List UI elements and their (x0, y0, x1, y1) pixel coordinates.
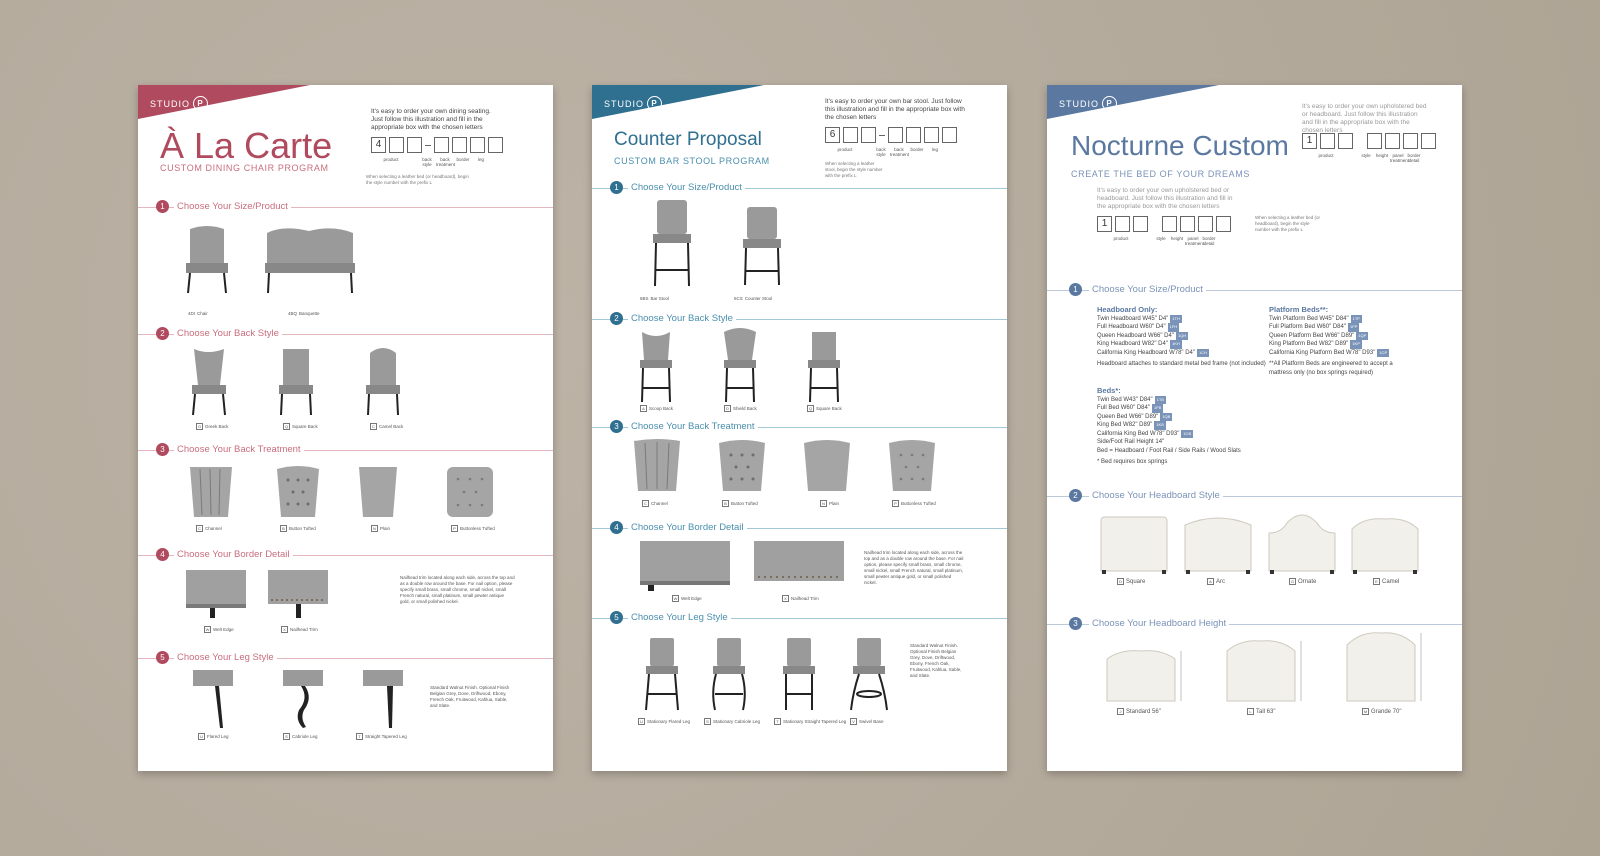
caption-flared-leg: U Stationary Flared Leg (638, 718, 690, 725)
section-size: 1 Choose Your Size/Product (592, 181, 1007, 195)
nailhead-trim-image (754, 541, 844, 591)
list-item: Full Bed W60" D84" 1FB (1097, 405, 1162, 411)
sheet-a-la-carte (138, 85, 553, 771)
list-item: Queen Bed W66" D89" 1QB (1097, 413, 1171, 420)
caption-greek: G Greek Back (197, 424, 229, 429)
leather-note: When selecting a leather bed (or headboard), begin the style number with the prefix L (366, 174, 469, 185)
section-back-style: 2 Choose Your Back Style (592, 312, 1007, 326)
order-code: 6 (825, 127, 957, 143)
caption-buttonless: P Buttonless Tufted (451, 525, 495, 532)
caption-shield: D Shield Back (724, 405, 757, 412)
list-item: California King Bed W78" D93" 1CB (1097, 430, 1192, 437)
list-item: Twin Headboard W45" D4" 1TH (1097, 315, 1180, 322)
caption-straight: T Straight Tapered Leg (356, 733, 407, 740)
page-subtitle: CREATE THE BED OF YOUR DREAMS (1071, 169, 1250, 179)
square-back-chair (273, 347, 318, 417)
buttonless-tufted-back (885, 439, 940, 494)
caption-scoop: A Scoop Back (640, 405, 673, 412)
caption-nailhead: X Nailhead Trim (782, 595, 819, 602)
channel-back (630, 439, 685, 494)
caption-ornate-hb: G Ornate (1290, 578, 1317, 585)
section-border: 4 Choose Your Border Detail (138, 548, 553, 562)
leg-description: Standard Walnut Finish. Optional Finish Belgian Grey, Dove, Driftwood, Ebony, French Oak, Fruitwood, Kahlua, Sable, and Slate. (910, 643, 962, 678)
section-back-treatment: 3 Choose Your Back Treatment (592, 420, 1007, 434)
tall-height-headboard (1225, 637, 1305, 705)
caption-welt: W Welt Edge (673, 596, 702, 601)
list-item: King Bed W82" D89" 1KB (1097, 422, 1164, 428)
list-item: Twin Platform Bed W45" D84" 1TP (1269, 315, 1360, 322)
caption-plain: N Plain (820, 500, 839, 507)
swivel-base-stool (847, 638, 892, 713)
caption-cabriole: S Cabriole Leg (283, 733, 318, 740)
caption-button-tufted: B Button Tufted (280, 525, 316, 532)
leather-note: When selecting a leather stool, begin the style number with the prefix L (825, 161, 883, 178)
caption-flared: U Flared Leg (198, 733, 229, 740)
flared-leg (193, 670, 233, 730)
bar-stool-image (647, 200, 697, 288)
studio-logo: STUDIO P (1059, 96, 1117, 111)
square-back-stool (802, 330, 847, 405)
caption-straight-leg: T Stationary Straight Tapered Leg (774, 718, 846, 725)
platform-list: Platform Beds**: Twin Platform Bed W45" D84" 1TP Full Platform Bed W60" D84" 1FP Queen Platform Bed W66" D89" 1QP King Platform Bed W82" D89" 1KP California King Platform Bed W78" D93" 1CP **All Platform Beds are engineered to accept a mattress only (no box springs required) (1269, 306, 1449, 377)
caption-square: Q Square Back (284, 424, 318, 429)
list-item: California King Platform Bed W78" D93" 1CP (1269, 349, 1388, 356)
caption-banquette: 4BQ Banquette (288, 311, 320, 316)
studio-logo: STUDIO P (604, 96, 662, 111)
page-subtitle: CUSTOM DINING CHAIR PROGRAM (160, 163, 329, 173)
intro-text-top: It's easy to order your own upholstered bed or headboard. Just follow this illustration and fill in the appropriate box with the chosen letters (1302, 103, 1427, 134)
section-leg: 5 Choose Your Leg Style (592, 611, 1007, 625)
intro-text: It's easy to order your own upholstered bed or headboard. Just follow this illustration and fill in the appropriate box with the chosen letters (1097, 187, 1233, 210)
caption-nailhead: X Nailhead Trim (281, 626, 318, 633)
studio-logo: STUDIO P (150, 96, 208, 111)
standard-height-headboard (1105, 647, 1185, 705)
plain-back (353, 465, 403, 520)
code-labels: product style height panel treatment border detail (1113, 236, 1216, 246)
caption-square-hb: D Square (1117, 578, 1145, 585)
caption-grande: M Grande 70" (1363, 708, 1402, 715)
code-labels: product back style back treatment border leg (383, 157, 484, 167)
welt-edge-image (186, 570, 246, 620)
list-item: King Platform Bed W82" D89" 1KP (1269, 341, 1360, 347)
caption-camel: C Camel Back (370, 423, 403, 430)
caption-button-tufted: B Button Tufted (722, 500, 758, 507)
section-border: 4 Choose Your Border Detail (592, 521, 1007, 535)
camel-headboard (1350, 515, 1420, 575)
grande-height-headboard (1345, 629, 1425, 705)
border-description: Nailhead trim located along each side, across the top and as a double row around the base. For nail option, please specify small brass, small chrome, small nickel, small French natural, small platinum, small pewter antique gold, or small polished nickel. (400, 575, 515, 604)
caption-arc-hb: A Arc (1207, 578, 1225, 585)
caption-swivel: V Swivel Base (850, 718, 884, 725)
caption-cabriole-leg: S Stationary Cabriole Leg (704, 718, 760, 725)
caption-plain: N Plain (371, 525, 390, 532)
chair-image (180, 225, 235, 295)
list-item: Queen Headboard W66" D4" 1QH (1097, 332, 1187, 339)
nailhead-trim-image (268, 570, 328, 620)
intro-text: It's easy to order your own bar stool. Just follow this illustration and fill in the appropriate box with the chosen letters (825, 98, 965, 121)
sheet-counter-proposal (592, 85, 1007, 771)
caption-bar-stool: 6BS Bar Stool (640, 296, 670, 301)
sheet-nocturne-custom (1047, 85, 1462, 771)
page-title: À La Carte (160, 125, 333, 166)
border-description: Nailhead trim located along each side, across the top and as a double row around the base. For nail option, please specify small brass, small chrome, small nickel, small French natural, small platinum, small pewter antique gold, or small polished nickel. (864, 550, 964, 585)
caption-welt: W Welt Edge (205, 627, 234, 632)
greek-back-chair (186, 347, 231, 417)
page-subtitle: CUSTOM BAR STOOL PROGRAM (614, 156, 770, 166)
list-item: Queen Platform Bed W66" D89" 1QP (1269, 332, 1367, 339)
scoop-back-stool (634, 330, 679, 405)
caption-chair: 4DI Chair (188, 311, 208, 316)
arc-headboard (1183, 515, 1253, 575)
caption-tall: L Tall 63" (1247, 708, 1275, 715)
button-tufted-back (715, 439, 770, 494)
caption-camel-hb: E Camel (1373, 578, 1399, 585)
caption-standard: J Standard 56" (1117, 708, 1161, 715)
shield-back-stool (718, 328, 763, 405)
beds-list: Beds*: Twin Bed W43" D84" 1TB Full Bed W60" D84" 1FB Queen Bed W66" D89" 1QB King Bed W82" D89" 1KB California King Bed W78" D93" 1CB Side/Foot Rail Height 14" Bed = Headboard / Foot Rail / Side Rails / Wood Slats * Bed requires box springs (1097, 387, 1277, 467)
page-title: Nocturne Custom (1071, 130, 1289, 161)
channel-back (186, 465, 236, 520)
cabriole-leg (283, 670, 323, 730)
intro-text: It's easy to order your own dining seating. Just follow this illustration and fill in the appropriate box with the chosen letters (371, 108, 491, 131)
banquette-image (263, 223, 358, 295)
list-item: Full Platform Bed W60" D84" 1FP (1269, 324, 1358, 330)
caption-square-back: Q Square Back (808, 406, 842, 411)
code-labels-top: product style height panel treatment border detail (1318, 153, 1421, 163)
buttonless-tufted-back (443, 465, 498, 520)
stationary-straight-stool (777, 638, 822, 713)
leather-note: When selecting a leather bed (or headboard), begin the style number with the prefix L (1255, 215, 1321, 232)
headboard-list: Headboard Only: Twin Headboard W45" D4" 1TH Full Headboard W60" D4" 1FH Queen Headboard W66" D4" 1QH King Headboard W82" D4" 1KH California King Headboard W78" D4" 1CH Headboard attaches to standard metal bed frame (not included) (1097, 305, 1266, 367)
caption-channel: C Channel (642, 500, 668, 507)
order-code: 4 (371, 137, 503, 153)
section-size: 1 Choose Your Size/Product (138, 200, 553, 214)
list-item: King Headboard W82" D4" 1KH (1097, 341, 1180, 347)
order-code-top: 1 (1302, 133, 1436, 149)
order-code: 1 (1097, 216, 1231, 232)
section-headboard-style: 2 Choose Your Headboard Style (1047, 489, 1462, 503)
stationary-cabriole-stool (707, 638, 752, 713)
section-size: 1 Choose Your Size/Product (1047, 283, 1462, 297)
section-leg: 5 Choose Your Leg Style (138, 651, 553, 665)
list-item: California King Headboard W78" D4" 1CH (1097, 349, 1208, 356)
leg-description: Standard Walnut Finish. Optional Finish Belgian Grey, Dove, Driftwood, Ebony, French Oak, Fruitwood, Kahlua, Sable, and Slate. (430, 685, 510, 708)
straight-tapered-leg (363, 670, 403, 730)
caption-channel: C Channel (196, 525, 222, 532)
ornate-headboard (1267, 513, 1337, 575)
welt-edge-image (640, 541, 730, 591)
stationary-flared-stool (640, 638, 685, 713)
counter-stool-image (737, 207, 787, 287)
section-back-treatment: 3 Choose Your Back Treatment (138, 443, 553, 457)
square-headboard (1099, 515, 1169, 575)
list-item: Full Headboard W60" D4" 1FH (1097, 324, 1178, 330)
camel-back-chair (360, 345, 405, 417)
caption-buttonless: P Buttonless Tufted (892, 500, 936, 507)
list-item: Twin Bed W43" D84" 1TB (1097, 396, 1164, 403)
page-title: Counter Proposal (614, 129, 762, 150)
caption-counter-stool: 6CS Counter Stool (734, 296, 773, 301)
plain-back (800, 439, 855, 494)
section-back-style: 2 Choose Your Back Style (138, 327, 553, 341)
code-labels: product back style back treatment border leg (837, 147, 938, 157)
button-tufted-back (273, 465, 323, 520)
section-headboard-height: 3 Choose Your Headboard Height (1047, 617, 1462, 631)
